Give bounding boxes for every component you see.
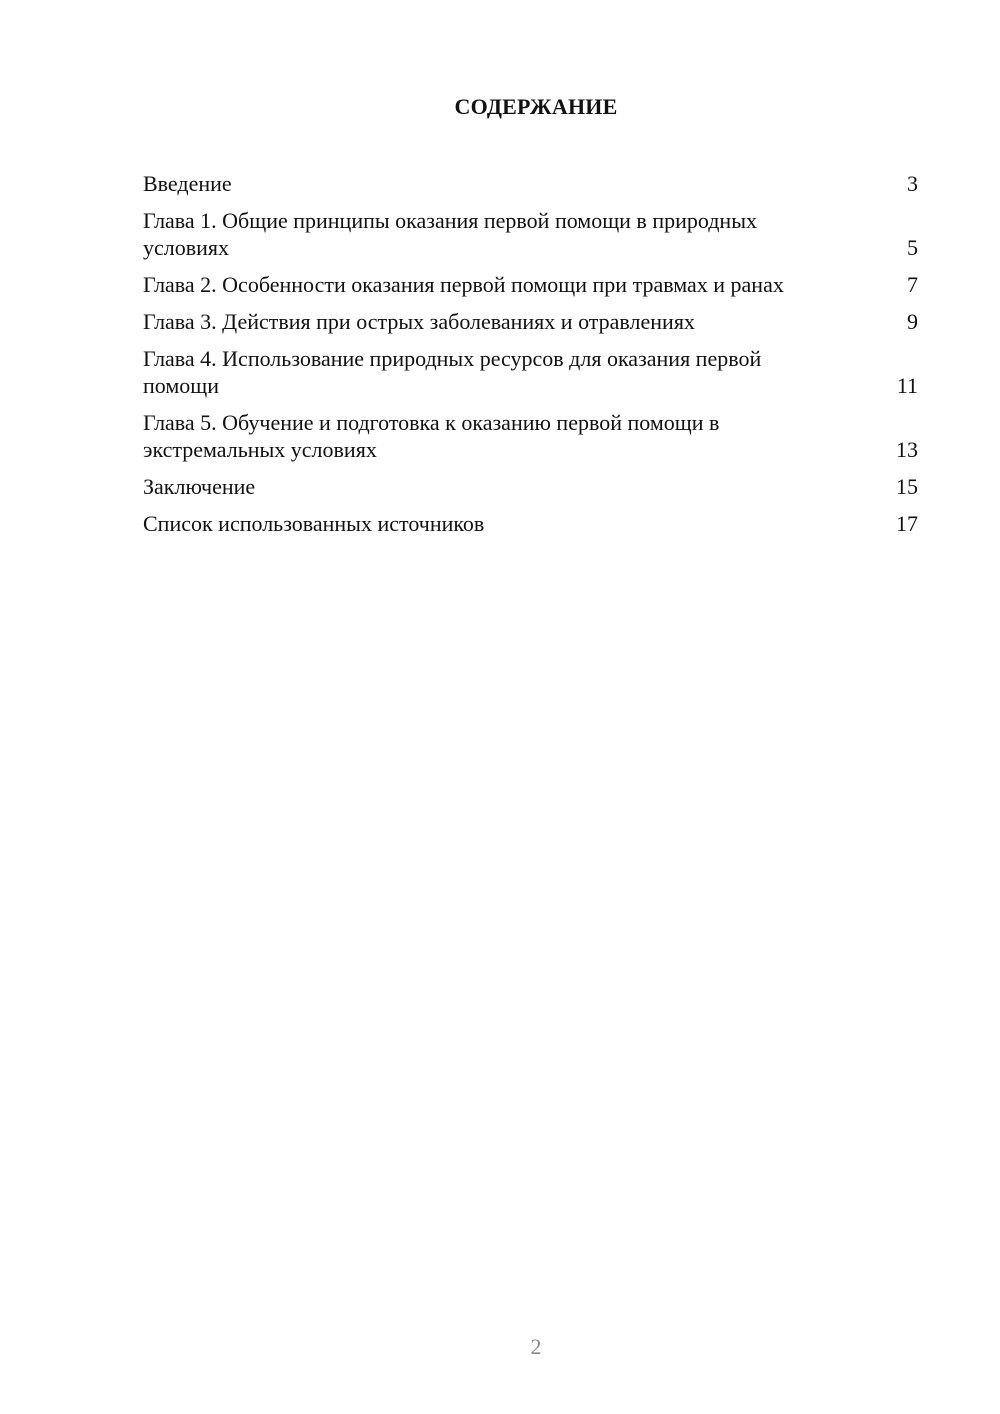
toc-entry-title: Глава 3. Действия при острых заболеваниях и отравлениях — [143, 309, 695, 334]
toc-entry-title: Глава 2. Особенности оказания первой помощи при травмах и ранах — [143, 272, 784, 297]
toc-entry-title: Глава 5. Обучение и подготовка к оказанию первой помощи в экстремальных условиях — [143, 410, 720, 462]
toc-entry-chapter-1[interactable] — [143, 207, 918, 261]
toc-entry-page: 5 — [907, 235, 918, 260]
toc-entry-title: Введение — [143, 171, 232, 196]
toc-entry-page: 9 — [907, 309, 918, 334]
toc-entry-page: 11 — [896, 373, 918, 398]
toc-entry-page: 17 — [896, 511, 918, 536]
toc-entry-title: Список использованных источников — [143, 511, 485, 536]
toc-entry-introduction[interactable] — [143, 170, 918, 197]
page-number: 2 — [530, 1334, 542, 1359]
toc-entry-title: Глава 1. Общие принципы оказания первой помощи в природных условиях — [143, 208, 757, 260]
toc-entry-chapter-5[interactable] — [143, 409, 918, 463]
toc-entry-chapter-3[interactable] — [143, 308, 918, 335]
toc-entry-chapter-4[interactable] — [143, 345, 918, 399]
toc-entry-title: Глава 4. Использование природных ресурсов для оказания первой помощи — [143, 346, 762, 398]
toc-entry-title: Заключение — [143, 474, 256, 499]
toc-entry-page: 15 — [896, 474, 918, 499]
toc-entry-references[interactable] — [143, 510, 918, 537]
page-title: СОДЕРЖАНИЕ — [454, 94, 618, 119]
toc-entry-conclusion[interactable] — [143, 473, 918, 500]
toc-entry-page: 3 — [907, 171, 918, 196]
toc-entry-chapter-2[interactable] — [143, 271, 918, 298]
table-of-contents — [143, 170, 918, 547]
toc-entry-page: 7 — [907, 272, 918, 297]
toc-entry-page: 13 — [896, 437, 918, 462]
